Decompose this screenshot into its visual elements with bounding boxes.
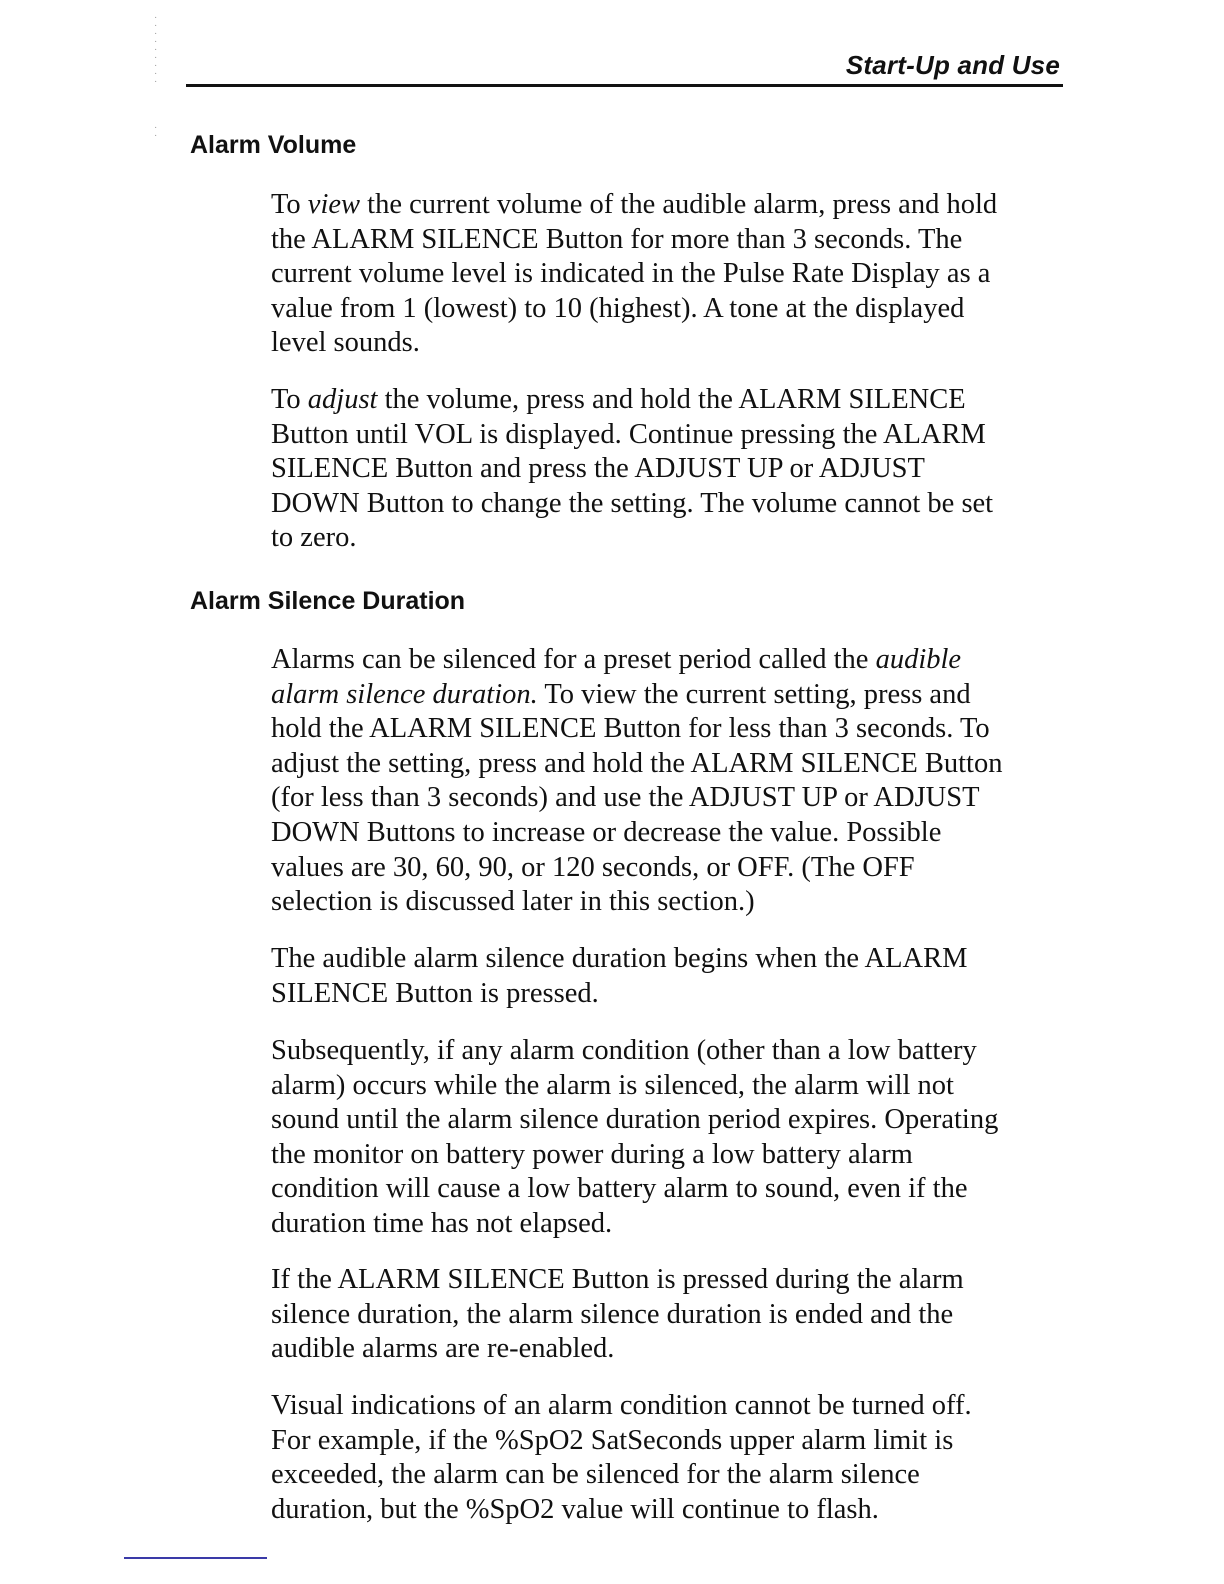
paragraph-silence-pressed-again: [271, 1263, 1066, 1367]
text-line: alarm) occurs while the alarm is silenced, the alarm will not: [271, 1069, 954, 1101]
margin-scan-marks: · · · · · · · · ·: [154, 12, 158, 87]
text-line: (for less than 3 seconds) and use the ADJUST UP or ADJUST: [271, 782, 980, 814]
text-line: SILENCE Button and press the ADJUST UP or ADJUST: [271, 453, 925, 485]
text-line: SILENCE Button is pressed.: [271, 977, 599, 1009]
text-line: audible alarms are re-enabled.: [271, 1333, 615, 1365]
text-line: selection is discussed later in this section.): [271, 886, 755, 918]
paragraph-subsequent-alarms: [271, 1034, 1066, 1242]
text-line: the monitor on battery power during a low battery alarm: [271, 1138, 913, 1170]
text-line: Button until VOL is displayed. Continue pressing the ALARM: [271, 418, 986, 450]
paragraph-visual-indications: [271, 1389, 1066, 1527]
text-line: the ALARM SILENCE Button for more than 3 seconds. The: [271, 223, 963, 255]
text-line: hold the ALARM SILENCE Button for less than 3 seconds. To: [271, 713, 990, 745]
text-line: If the ALARM SILENCE Button is pressed during the alarm: [271, 1264, 964, 1295]
text-line: silence duration, the alarm silence duration is ended and the: [271, 1298, 954, 1330]
text-line: DOWN Button to change the setting. The volume cannot be set: [271, 487, 994, 519]
text-line: values are 30, 60, 90, or 120 seconds, or OFF. (The OFF: [271, 851, 915, 883]
header-rule: [186, 84, 1063, 87]
margin-scan-marks-2: · ·: [154, 122, 158, 141]
paragraph-silence-duration-begins: [271, 942, 1066, 1011]
text-line: The audible alarm silence duration begins when the ALARM: [271, 943, 968, 974]
text-line: sound until the alarm silence duration period expires. Operating: [271, 1104, 999, 1136]
text-line: To view the current volume of the audible alarm, press and hold: [271, 189, 998, 220]
paragraph-view-volume: [271, 188, 1066, 361]
paragraph-adjust-volume: [271, 383, 1066, 556]
text-line: DOWN Buttons to increase or decrease the value. Possible: [271, 816, 942, 848]
text-line: to zero.: [271, 522, 357, 554]
text-line: Alarms can be silenced for a preset period called the audible: [271, 644, 962, 675]
section-heading-alarm-volume: Alarm Volume: [190, 131, 357, 159]
text-line: Visual indications of an alarm condition cannot be turned off.: [271, 1390, 972, 1421]
text-line: duration time has not elapsed.: [271, 1207, 613, 1239]
text-line: exceeded, the alarm can be silenced for the alarm silence: [271, 1459, 920, 1491]
section-heading-alarm-silence-duration: Alarm Silence Duration: [190, 587, 466, 615]
footer-rule: [124, 1557, 267, 1559]
text-line: Subsequently, if any alarm condition (other than a low battery: [271, 1035, 977, 1066]
text-line: duration, but the %SpO2 value will continue to flash.: [271, 1493, 879, 1525]
text-line: level sounds.: [271, 327, 420, 359]
text-line: current volume level is indicated in the Pulse Rate Display as a: [271, 258, 991, 290]
text-line: To adjust the volume, press and hold the ALARM SILENCE: [271, 384, 966, 415]
text-line: value from 1 (lowest) to 10 (highest). A tone at the displayed: [271, 292, 965, 324]
text-line: For example, if the %SpO2 SatSeconds upper alarm limit is: [271, 1424, 954, 1456]
text-line: condition will cause a low battery alarm to sound, even if the: [271, 1173, 968, 1205]
paragraph-silence-duration-intro: [271, 643, 1066, 920]
text-line: adjust the setting, press and hold the ALARM SILENCE Button: [271, 747, 1003, 779]
text-line: alarm silence duration. To view the current setting, press and: [271, 678, 971, 710]
page-header-title: Start-Up and Use: [845, 50, 1060, 80]
